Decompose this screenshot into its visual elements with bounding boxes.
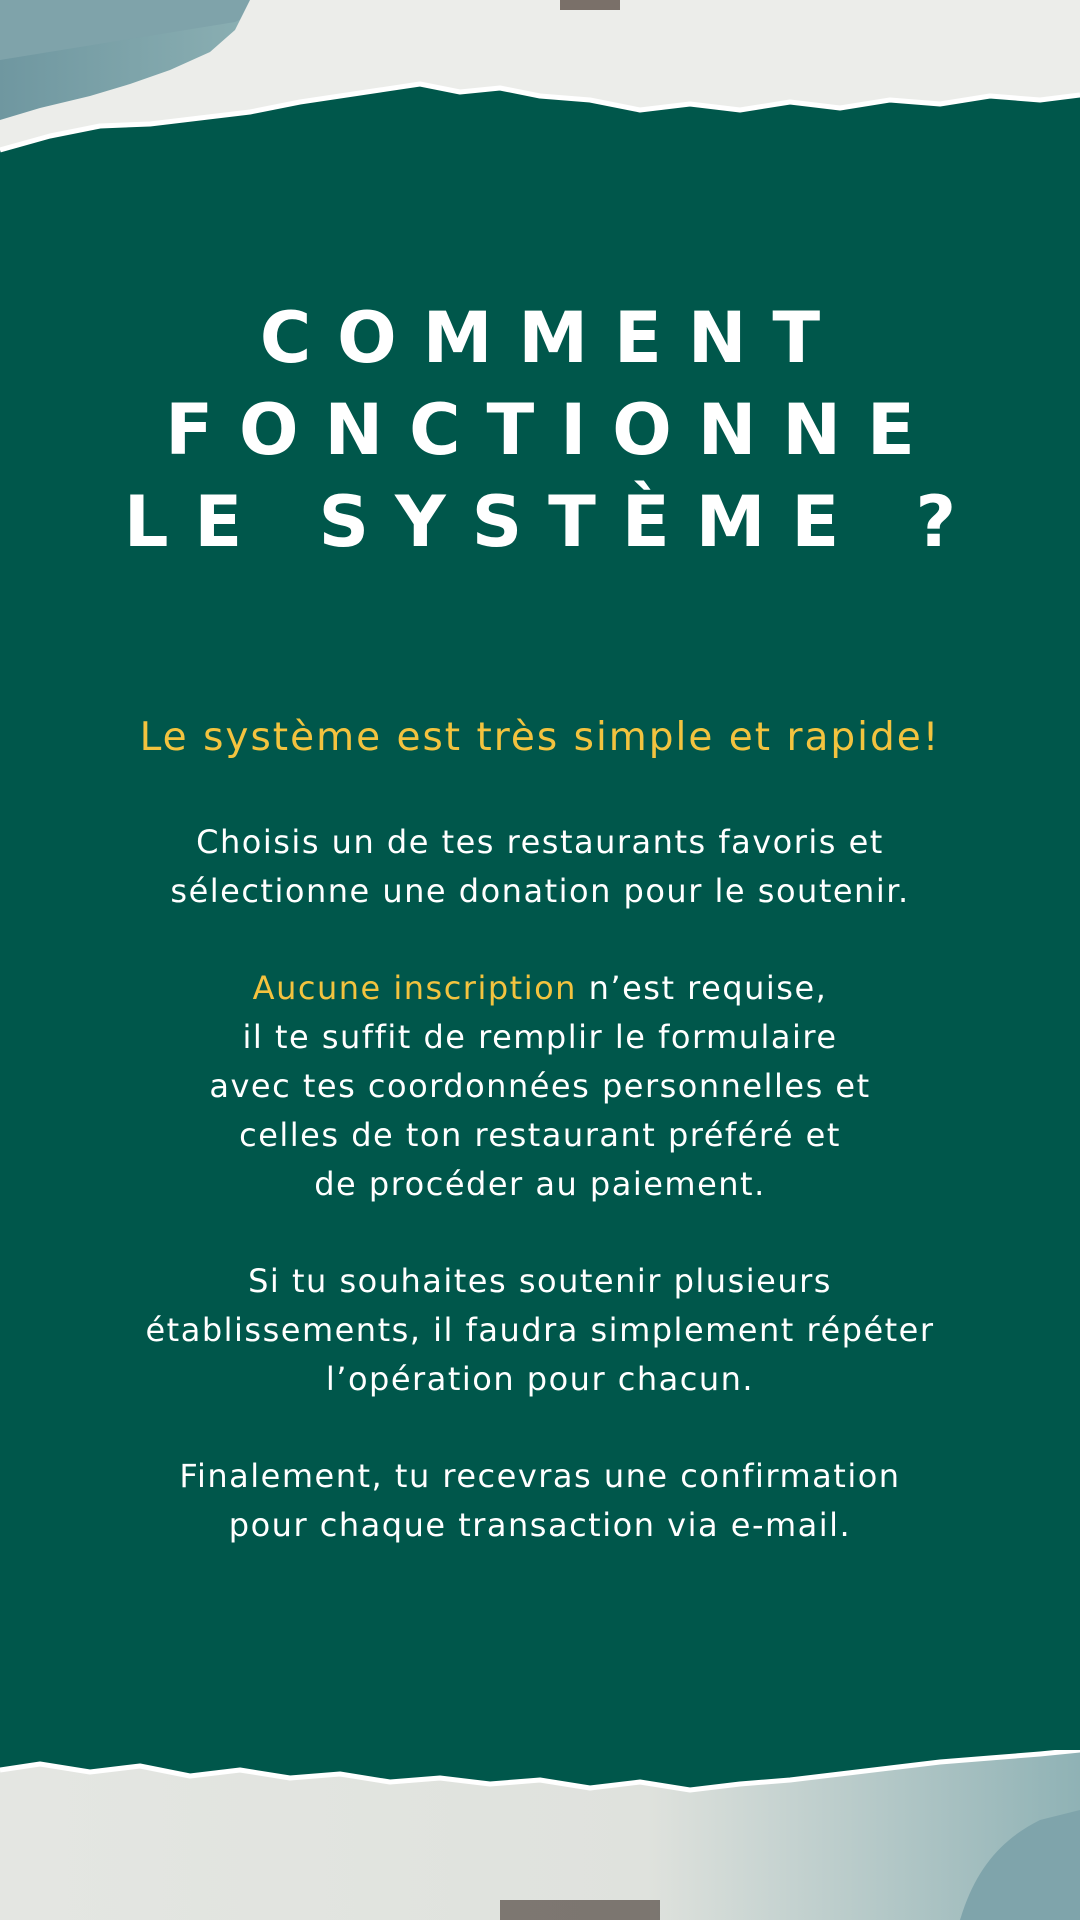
paragraph2-line3: avec tes coordonnées personnelles et [209, 1067, 871, 1105]
paragraph2-line1-rest: n’est requise, [576, 969, 828, 1007]
page-title [60, 292, 1020, 568]
no-registration-highlight: Aucune inscription [252, 969, 577, 1007]
paragraph3-line1: Si tu souhaites soutenir plusieurs [248, 1262, 832, 1300]
paragraph3-line2: établissements, il faudra simplement répéter [145, 1311, 935, 1349]
paragraph-multiple-establishments [60, 1257, 1020, 1404]
title-line-3: LE SYSTÈME ? [123, 481, 983, 563]
paragraph2-line5: de procéder au paiement. [314, 1165, 766, 1203]
paragraph3-line3: l’opération pour chacun. [325, 1360, 755, 1398]
paragraph2-line2: il te suffit de remplir le formulaire [242, 1018, 838, 1056]
title-line-2: FONCTIONNE [165, 389, 941, 471]
paragraph4-line2: pour chaque transaction via e-mail. [228, 1506, 852, 1544]
paragraph-confirmation [60, 1452, 1020, 1550]
paragraph4-line1: Finalement, tu recevras une confirmation [179, 1457, 901, 1495]
paragraph2-line1 [60, 964, 1020, 1013]
paragraph1-line2: sélectionne une donation pour le soutenir. [170, 872, 910, 910]
paragraph-no-registration [60, 964, 1020, 1209]
title-line-1: COMMENT [259, 297, 847, 379]
paragraph-choose-restaurant [60, 818, 1020, 916]
paragraph1-line1: Choisis un de tes restaurants favoris et [196, 823, 884, 861]
paragraph2-line4: celles de ton restaurant préféré et [239, 1116, 841, 1154]
subtitle: Le système est très simple et rapide! [139, 715, 941, 760]
